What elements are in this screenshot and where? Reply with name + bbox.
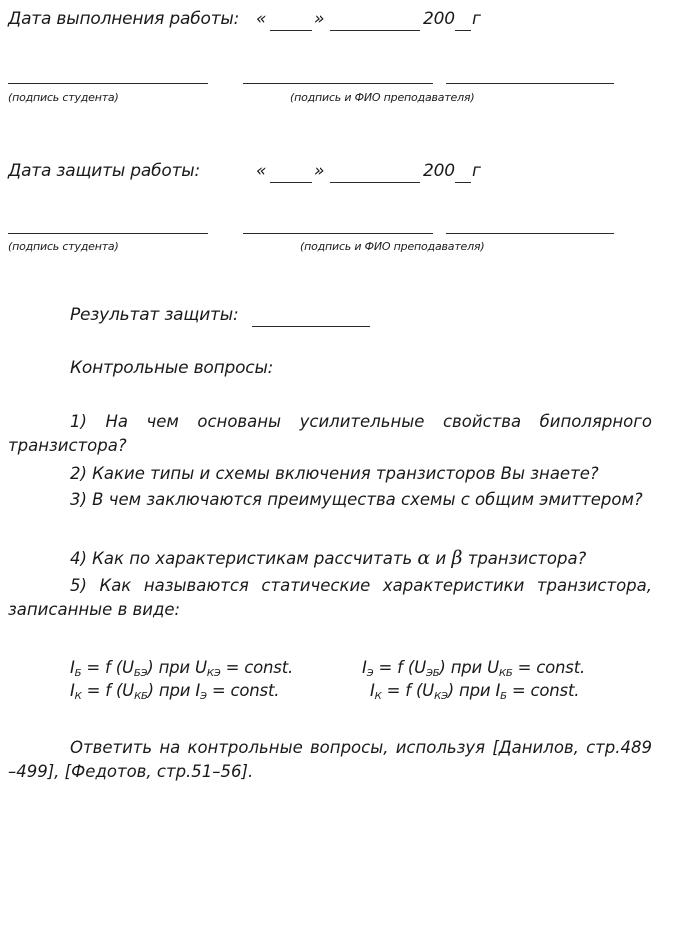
defense-year-blank[interactable] [455, 182, 471, 183]
formula-ib: $I_Б = f$ $(U_{БЭ})$ при $U_{КЭ}$ = const. [70, 658, 294, 679]
teacher-signature-line-2[interactable] [243, 233, 433, 234]
alpha-symbol: α [417, 547, 431, 569]
formula-ik-ib: $I_К = f$ $(U_{КЭ})$ при $I_Б$ = const. [370, 681, 580, 702]
defense-result-blank[interactable] [252, 326, 370, 327]
student-signature-line[interactable] [8, 83, 208, 84]
formula-ik-ie: $I_К = f$ $(U_{КБ})$ при $I_Э$ = const. [70, 681, 280, 702]
defense-day-blank[interactable] [270, 182, 312, 183]
defense-year-suffix: г [472, 161, 481, 181]
defense-year-prefix: 200 [423, 161, 455, 181]
teacher-signature-line[interactable] [243, 83, 433, 84]
completion-date-close-quote: » [314, 9, 325, 29]
teacher-name-line[interactable] [446, 83, 614, 84]
completion-day-blank[interactable] [270, 30, 312, 31]
teacher-signature-caption: (подпись и ФИО преподавателя) [290, 91, 475, 104]
student-signature-line-2[interactable] [8, 233, 208, 234]
question-5: 5) Как называются статические характеристики транзистора, записанные в виде: [8, 576, 652, 619]
formula-ie: $I_Э = f$ $(U_{ЭБ})$ при $U_{КБ}$ = const. [362, 658, 586, 679]
completion-month-blank[interactable] [330, 30, 420, 31]
defense-date-close-quote: » [314, 161, 325, 181]
completion-date-open-quote: « [256, 9, 267, 29]
defense-month-blank[interactable] [330, 182, 420, 183]
student-signature-caption: (подпись студента) [8, 91, 119, 104]
answer-instruction: Ответить на контрольные вопросы, используя [Данилов, стр.489 –499], [Федотов, стр.51–56]. [8, 738, 652, 781]
question-4-end: транзистора? [462, 549, 587, 568]
student-signature-caption-2: (подпись студента) [8, 240, 119, 253]
completion-year-blank[interactable] [455, 30, 471, 31]
question-2: 2) Какие типы и схемы включения транзисторов Вы знаете? [70, 464, 599, 483]
completion-date-row [8, 9, 239, 29]
defense-date-open-quote: « [256, 161, 267, 181]
question-4 [8, 546, 652, 571]
teacher-name-line-2[interactable] [446, 233, 614, 234]
question-1: 1) На чем основаны усилительные свойства биполярного транзистора? [8, 412, 652, 455]
questions-title: Контрольные вопросы: [70, 358, 274, 378]
question-3: 3) В чем заключаются преимущества схемы с общим эмиттером? [70, 490, 643, 509]
completion-year-suffix: г [472, 9, 481, 29]
defense-result-label: Результат защиты: [70, 305, 239, 325]
question-4-text: 4) Как по характеристикам рассчитать [70, 549, 418, 568]
completion-date-label: Дата выполнения работы: [8, 9, 240, 29]
beta-symbol: β [451, 547, 463, 569]
teacher-signature-caption-2: (подпись и ФИО преподавателя) [300, 240, 485, 253]
defense-date-label: Дата защиты работы: [8, 161, 201, 181]
question-4-and: и [430, 549, 452, 568]
completion-year-prefix: 200 [423, 9, 455, 29]
